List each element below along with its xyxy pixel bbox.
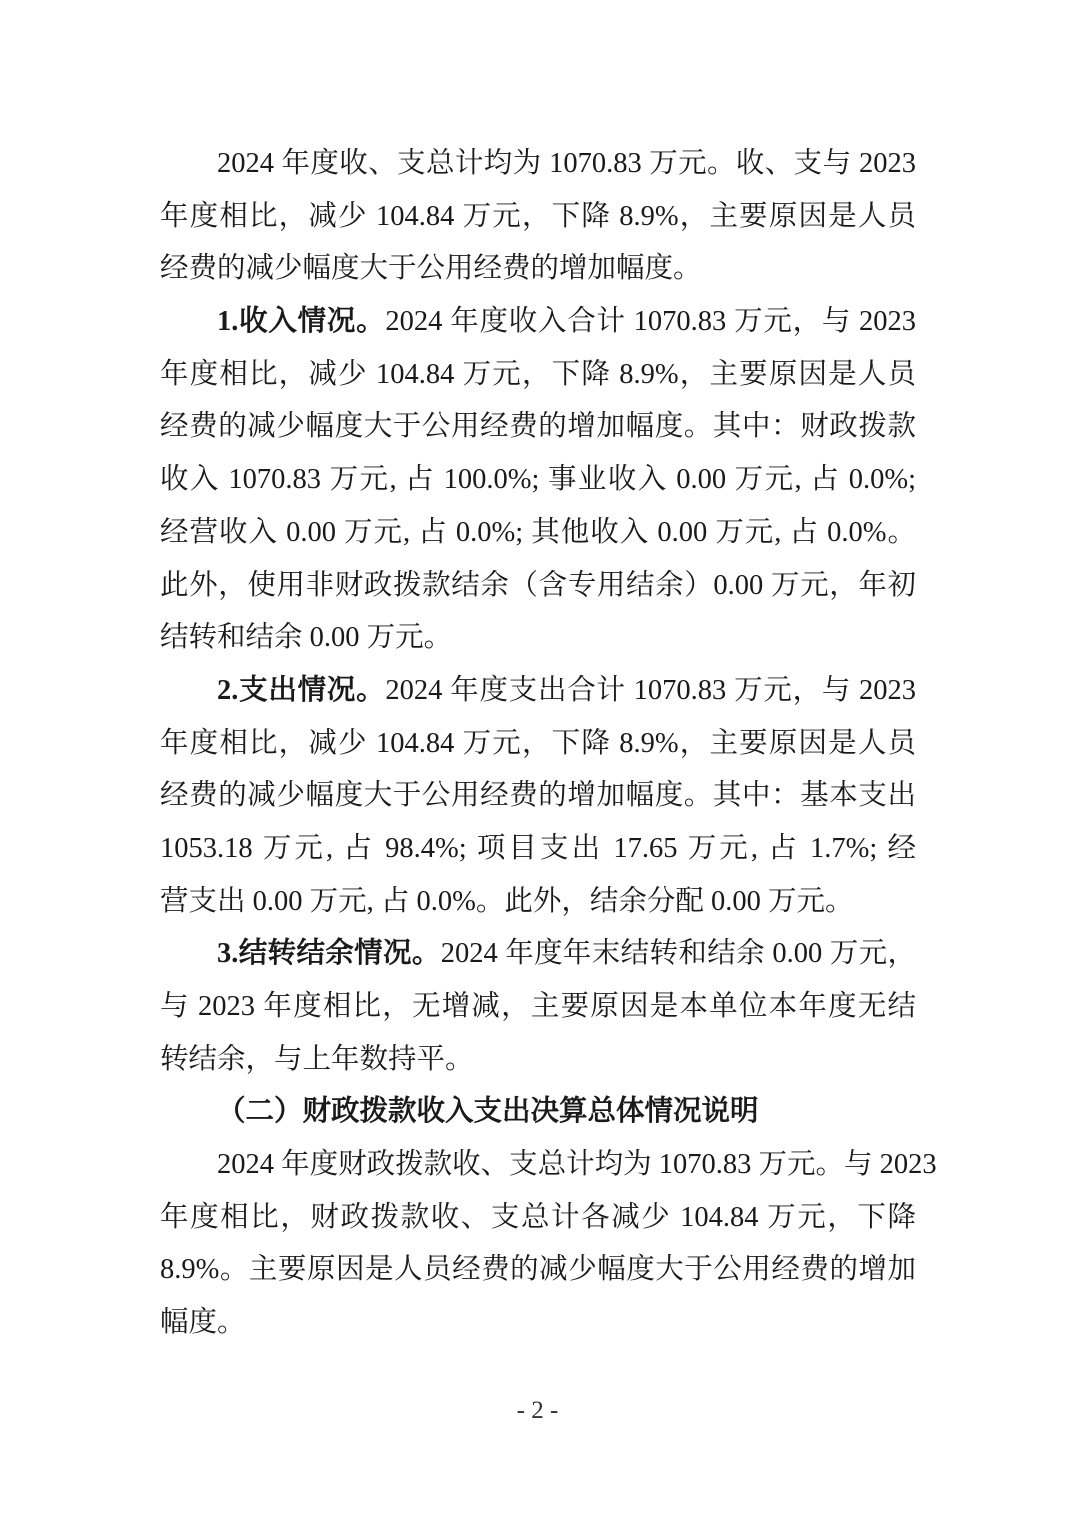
text-segment: 2024 年度收、支总计均为 1070.83 万元。收、支与 2023 — [217, 148, 916, 179]
text-line — [160, 507, 916, 560]
bold-text-segment: （二）财政拨款收入支出决算总体情况说明 — [217, 1096, 759, 1128]
text-segment: 营支出 0.00 万元, 占 0.0%。此外，结余分配 0.00 万元。 — [160, 885, 854, 917]
text-segment: 2024 年度收入合计 1070.83 万元，与 2023 — [385, 306, 916, 338]
text-segment: 年度相比，减少 104.84 万元，下降 8.9%，主要原因是人员 — [160, 200, 916, 232]
text-line — [160, 823, 916, 876]
text-segment: 经费的减少幅度大于公用经费的增加幅度。 — [160, 253, 702, 285]
text-line — [160, 560, 916, 613]
text-line — [160, 612, 916, 665]
text-line — [160, 981, 916, 1034]
text-line — [160, 1034, 916, 1087]
text-line — [160, 296, 916, 349]
document-body — [160, 138, 937, 1350]
text-line — [160, 876, 916, 929]
text-line — [160, 1244, 916, 1297]
text-segment: 转结余，与上年数持平。 — [160, 1043, 474, 1075]
text-line — [160, 191, 916, 244]
text-segment: 经费的减少幅度大于公用经费的增加幅度。其中：基本支出 — [160, 780, 916, 812]
text-segment: 2024 年度年末结转和结余 0.00 万元， — [440, 938, 916, 970]
text-segment: 收入 1070.83 万元, 占 100.0%; 事业收入 0.00 万元, 占 0.0%; — [160, 464, 916, 496]
text-line — [160, 665, 916, 718]
text-segment: 2024 年度支出合计 1070.83 万元，与 2023 — [385, 674, 916, 706]
text-segment: 与 2023 年度相比，无增减，主要原因是本单位本年度无结 — [160, 991, 916, 1022]
text-segment: 8.9%。主要原因是人员经费的减少幅度大于公用经费的增加 — [160, 1254, 916, 1286]
text-line — [160, 138, 916, 191]
page-footer — [0, 1396, 1075, 1426]
text-segment: 年度相比，财政拨款收、支总计各减少 104.84 万元，下降 — [160, 1201, 916, 1233]
text-line — [160, 928, 916, 981]
text-line — [160, 1297, 916, 1350]
text-line — [160, 401, 916, 454]
bold-text-segment: 3.结转结余情况。 — [217, 938, 441, 970]
text-segment: 此外，使用非财政拨款结余（含专用结余）0.00 万元，年初 — [160, 569, 916, 601]
text-segment: 年度相比，减少 104.84 万元，下降 8.9%，主要原因是人员 — [160, 358, 916, 390]
text-line — [160, 454, 916, 507]
text-segment: 幅度。 — [160, 1307, 246, 1339]
text-line — [160, 718, 916, 771]
bold-text-segment: 1.收入情况。 — [217, 306, 386, 338]
text-segment: 经营收入 0.00 万元, 占 0.0%; 其他收入 0.00 万元, 占 0.0%。 — [160, 516, 916, 548]
text-line — [160, 1139, 937, 1192]
text-line — [160, 770, 916, 823]
page-number: - 2 - — [516, 1397, 559, 1424]
text-segment: 2024 年度财政拨款收、支总计均为 1070.83 万元。与 2023 — [217, 1149, 937, 1181]
text-line — [160, 349, 916, 402]
section-heading — [160, 1086, 916, 1139]
text-segment: 结转和结余 0.00 万元。 — [160, 622, 453, 654]
text-segment: 经费的减少幅度大于公用经费的增加幅度。其中：财政拨款 — [160, 411, 916, 443]
bold-text-segment: 2.支出情况。 — [217, 674, 386, 706]
text-segment: 年度相比，减少 104.84 万元，下降 8.9%，主要原因是人员 — [160, 727, 916, 759]
text-line — [160, 1192, 916, 1245]
text-line — [160, 243, 916, 296]
text-segment: 1053.18 万元, 占 98.4%; 项目支出 17.65 万元, 占 1.7%; 经 — [160, 832, 916, 864]
